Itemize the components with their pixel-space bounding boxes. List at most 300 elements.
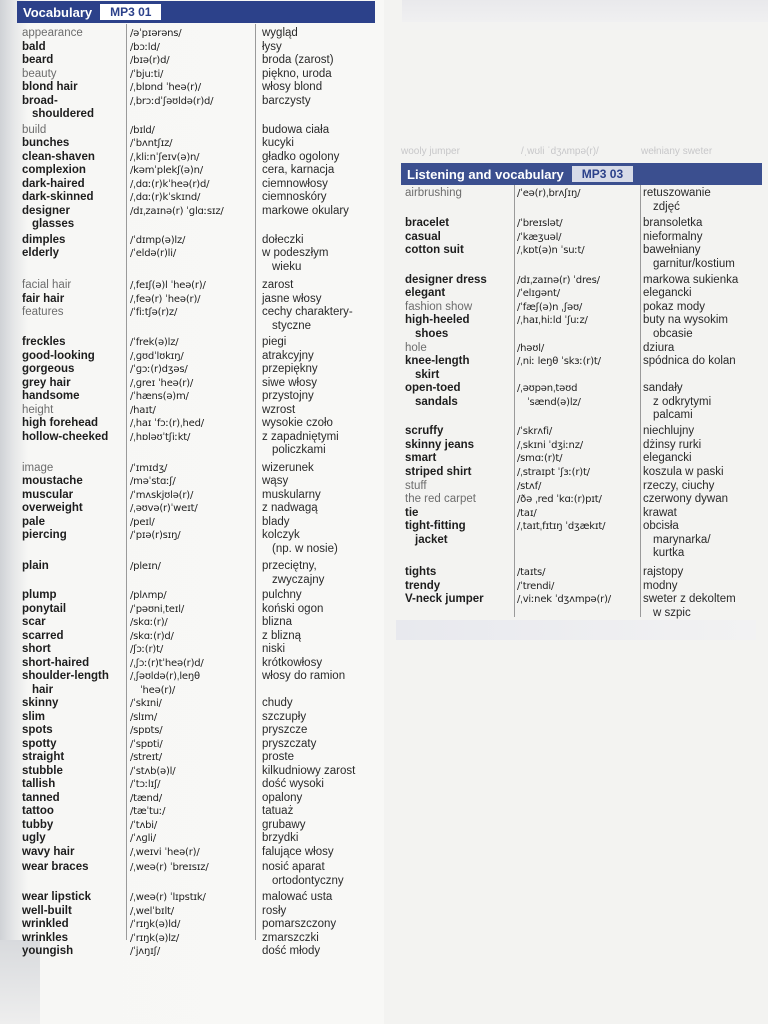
entry-pronunciation-line: /ˈtʌbi/ bbox=[130, 819, 158, 831]
entry-word-line: slim bbox=[22, 710, 46, 723]
entry-pronunciation bbox=[130, 670, 256, 697]
entry-translation-line: z odkrytymi bbox=[653, 395, 712, 408]
entry-translation-line: falujące włosy bbox=[262, 845, 334, 858]
entry-word-line: wavy hair bbox=[22, 845, 75, 858]
entry-word-line: overweight bbox=[22, 502, 83, 514]
entry-translation bbox=[643, 593, 765, 620]
entry-translation bbox=[262, 350, 380, 364]
entry-word-line: plump bbox=[22, 589, 57, 601]
entry-pronunciation bbox=[517, 566, 643, 580]
entry-translation bbox=[262, 891, 380, 905]
entry-word bbox=[22, 191, 130, 205]
entry-translation-line: nieformalny bbox=[643, 230, 703, 243]
entry-pronunciation bbox=[517, 507, 643, 521]
entry-translation bbox=[262, 805, 380, 819]
faded-next-header bbox=[396, 620, 756, 640]
entry-word-line: youngish bbox=[22, 945, 74, 957]
entry-word bbox=[405, 466, 517, 480]
entry-pronunciation-line: /ˈhæns(ə)m/ bbox=[130, 391, 189, 402]
entry-pronunciation-line: /haɪt/ bbox=[130, 404, 156, 416]
entry-translation bbox=[262, 95, 380, 109]
entry-translation bbox=[262, 377, 380, 391]
entry-pronunciation bbox=[517, 314, 643, 328]
entry-translation-line: wizerunek bbox=[262, 461, 314, 474]
entry-translation bbox=[262, 489, 380, 503]
entry-word bbox=[22, 861, 130, 875]
entry-word bbox=[22, 846, 130, 860]
entry-pronunciation bbox=[517, 493, 643, 507]
entry-pronunciation-line: /peɪl/ bbox=[130, 516, 155, 528]
entry-translation-line: niechlujny bbox=[643, 425, 695, 438]
entry-translation bbox=[262, 945, 380, 959]
entry-translation bbox=[262, 529, 380, 556]
entry-pronunciation bbox=[130, 792, 256, 806]
entry-word bbox=[405, 480, 517, 494]
entry-word bbox=[22, 336, 130, 350]
entry-word bbox=[22, 603, 130, 617]
entry-pronunciation bbox=[517, 274, 643, 288]
entry-pronunciation-line: /ˌtaɪtˌfɪtɪŋ ˈdʒækɪt/ bbox=[517, 521, 606, 533]
entry-word bbox=[22, 918, 130, 932]
entry-pronunciation bbox=[130, 191, 256, 205]
entry-word bbox=[22, 41, 130, 55]
entry-pronunciation-line: /ˈskrʌfi/ bbox=[517, 426, 553, 438]
entry-pronunciation-line: /dɪˌzaɪnə(r) ˈɡlɑːsɪz/ bbox=[130, 205, 224, 217]
entry-pronunciation-line: /taɪts/ bbox=[517, 567, 546, 579]
entry-word-line: fair hair bbox=[22, 292, 65, 305]
entry-word bbox=[22, 404, 130, 418]
entry-translation-line: budowa ciała bbox=[262, 123, 330, 136]
entry-translation bbox=[262, 711, 380, 725]
entry-pronunciation bbox=[130, 724, 256, 738]
entry-word-line: skinny bbox=[22, 697, 59, 709]
entry-pronunciation-line: /smɑː(r)t/ bbox=[517, 453, 563, 465]
entry-translation bbox=[262, 560, 380, 587]
entry-translation-line: przepiękny bbox=[262, 363, 318, 375]
entry-pronunciation-line: /tænd/ bbox=[130, 792, 162, 804]
entry-pronunciation bbox=[130, 603, 256, 617]
entry-word-line: stubble bbox=[22, 764, 63, 777]
entry-word bbox=[22, 475, 130, 489]
entry-word bbox=[405, 425, 517, 439]
entry-pronunciation-line: /ðə ˌred ˈkɑː(r)pɪt/ bbox=[517, 494, 602, 506]
entry-word bbox=[22, 697, 130, 711]
vocabulary-track-badge: MP3 01 bbox=[100, 4, 161, 20]
faded-top-area bbox=[402, 0, 768, 22]
entry-word bbox=[22, 589, 130, 603]
entry-translation-line: garnitur/kostium bbox=[653, 257, 735, 270]
entry-word-line: shoulder-length bbox=[22, 670, 109, 682]
entry-pronunciation bbox=[517, 382, 643, 409]
entry-pronunciation bbox=[517, 439, 643, 453]
entry-translation-line: dość wysoki bbox=[262, 778, 324, 790]
entry-translation-line: siwe włosy bbox=[262, 376, 317, 389]
entry-translation bbox=[643, 507, 765, 521]
entry-pronunciation-line: /ˈpəʊniˌteɪl/ bbox=[130, 603, 184, 615]
entry-pronunciation bbox=[130, 247, 256, 261]
entry-word bbox=[22, 205, 130, 232]
entry-pronunciation-line: /ˈbreɪslət/ bbox=[517, 218, 563, 230]
entry-pronunciation-line: /ˌɡʊdˈlʊkɪŋ/ bbox=[130, 350, 184, 362]
entry-pronunciation-line: /ˌəʊvə(r)ˈweɪt/ bbox=[130, 503, 198, 514]
entry-pronunciation-line: /ˌstraɪpt ˈʃɜː(r)t/ bbox=[517, 467, 590, 478]
entry-word-line: tubby bbox=[22, 818, 54, 831]
entry-pronunciation-line: /ˌhaɪ ˈfɔː(r)ˌhed/ bbox=[130, 418, 204, 429]
entry-word bbox=[22, 350, 130, 364]
entry-pronunciation-line: /ˈeldə(r)li/ bbox=[130, 248, 176, 259]
entry-translation-line: elegancki bbox=[643, 452, 692, 465]
entry-word bbox=[22, 279, 130, 293]
entry-translation-line: pokaz mody bbox=[643, 300, 706, 313]
entry-word-line: casual bbox=[405, 230, 441, 243]
entry-word-line: complexion bbox=[22, 164, 86, 176]
entry-pronunciation bbox=[130, 918, 256, 932]
entry-translation bbox=[643, 287, 765, 301]
entry-word bbox=[22, 489, 130, 503]
entry-word bbox=[405, 566, 517, 580]
entry-translation-line: kucyki bbox=[262, 137, 294, 149]
entry-translation bbox=[643, 231, 765, 245]
entry-pronunciation-line: /ˈbjuːti/ bbox=[130, 68, 164, 80]
entry-word bbox=[405, 244, 517, 258]
entry-pronunciation-line: /ˈpɪə(r)sɪŋ/ bbox=[130, 530, 181, 541]
entry-pronunciation-line: /ˌbrɔːdˈʃəʊldə(r)d/ bbox=[130, 95, 214, 107]
entry-translation-line: rajstopy bbox=[643, 566, 684, 579]
entry-translation-line: ortodontyczny bbox=[272, 874, 344, 887]
entry-pronunciation-line: /ˌhaɪˌhiːld ˈʃuːz/ bbox=[517, 315, 588, 327]
entry-word-line: image bbox=[22, 461, 54, 474]
entry-translation-line: cechy charaktery- bbox=[262, 306, 353, 318]
entry-word-line: wear braces bbox=[22, 861, 89, 873]
entry-word bbox=[405, 593, 517, 607]
entry-word bbox=[22, 502, 130, 516]
entry-word-line: tanned bbox=[22, 791, 60, 804]
entry-translation bbox=[262, 306, 380, 333]
entry-word-line: tallish bbox=[22, 778, 56, 790]
entry-translation-line: cera, karnacja bbox=[262, 164, 335, 176]
entry-word bbox=[22, 234, 130, 248]
entry-word-line: wrinkles bbox=[22, 931, 69, 944]
entry-pronunciation-line: /ˈstʌb(ə)l/ bbox=[130, 765, 176, 777]
entry-pronunciation-line: /ˈrɪŋk(ə)ld/ bbox=[130, 919, 181, 930]
entry-pronunciation-line: /ˌweɪvi ˈheə(r)/ bbox=[130, 846, 200, 858]
entry-pronunciation-line: /ˈmʌskjʊlə(r)/ bbox=[130, 489, 194, 501]
entry-pronunciation-line: /ˌweə(r) ˈlɪpstɪk/ bbox=[130, 892, 206, 903]
entry-pronunciation-line: /ˌəʊpənˌtəʊd bbox=[517, 383, 578, 395]
entry-word-line: shouldered bbox=[32, 108, 94, 120]
entry-translation-line: obcisła bbox=[643, 520, 679, 533]
entry-word-line: gorgeous bbox=[22, 363, 75, 375]
entry-translation-line: grubawy bbox=[262, 818, 306, 831]
entry-translation bbox=[262, 164, 380, 178]
entry-word-line: appearance bbox=[22, 27, 83, 39]
entry-translation-line: kilkudniowy zarost bbox=[262, 764, 356, 777]
entry-word bbox=[22, 516, 130, 530]
entry-word bbox=[405, 231, 517, 245]
entry-pronunciation-line: /ˌɡreɪ ˈheə(r)/ bbox=[130, 377, 194, 389]
entry-translation bbox=[262, 431, 380, 458]
entry-translation-line: modny bbox=[643, 579, 678, 592]
entry-word-line: elegant bbox=[405, 287, 446, 300]
entry-pronunciation bbox=[130, 589, 256, 603]
entry-word bbox=[405, 355, 517, 382]
entry-translation-line: palcami bbox=[653, 409, 693, 422]
entry-translation-line: ciemnowłosy bbox=[262, 177, 328, 190]
entry-word-line: wear lipstick bbox=[22, 891, 92, 903]
entry-pronunciation bbox=[130, 778, 256, 792]
entry-word-line: blond hair bbox=[22, 81, 78, 93]
entry-translation bbox=[262, 404, 380, 418]
entry-translation-line: brzydki bbox=[262, 832, 299, 844]
entry-word bbox=[405, 439, 517, 453]
entry-pronunciation bbox=[130, 560, 256, 574]
entry-pronunciation-line: /həʊl/ bbox=[517, 342, 544, 354]
entry-pronunciation-line: /ˌʃəʊldə(r)ˌleŋθ bbox=[130, 671, 200, 682]
entry-pronunciation bbox=[130, 711, 256, 725]
entry-translation-line: krawat bbox=[643, 506, 677, 519]
entry-word bbox=[22, 137, 130, 151]
entry-translation bbox=[643, 314, 765, 341]
faint-translation: wełniany sweter bbox=[641, 146, 713, 157]
entry-translation bbox=[262, 657, 380, 671]
entry-pronunciation-line: /ʃɔː(r)t/ bbox=[130, 644, 163, 655]
entry-pronunciation bbox=[130, 137, 256, 151]
entry-pronunciation bbox=[130, 697, 256, 711]
entry-pronunciation-line: /tæˈtuː/ bbox=[130, 806, 166, 817]
entry-pronunciation bbox=[517, 452, 643, 466]
entry-word-line: hollow-cheeked bbox=[22, 430, 109, 443]
entry-word bbox=[22, 891, 130, 905]
entry-translation bbox=[643, 425, 765, 439]
entry-word-line: jacket bbox=[415, 533, 448, 546]
entry-word bbox=[22, 932, 130, 946]
entry-translation-line: dziura bbox=[643, 341, 675, 354]
entry-pronunciation bbox=[130, 832, 256, 846]
entry-pronunciation-line: /ˈtrendi/ bbox=[517, 580, 555, 592]
entry-translation-line: z nadwagą bbox=[262, 502, 318, 514]
entry-word-line: beard bbox=[22, 54, 54, 66]
entry-translation-line: tatuaż bbox=[262, 805, 294, 817]
entry-translation bbox=[262, 205, 380, 219]
entry-translation-line: markowe okulary bbox=[262, 204, 349, 217]
entry-translation bbox=[262, 336, 380, 350]
entry-translation bbox=[262, 616, 380, 630]
entry-word-line: build bbox=[22, 123, 47, 136]
entry-pronunciation-line: /ˈʌɡli/ bbox=[130, 833, 156, 844]
entry-pronunciation bbox=[130, 178, 256, 192]
entry-pronunciation-line: /məˈstɑːʃ/ bbox=[130, 476, 176, 487]
entry-translation bbox=[262, 819, 380, 833]
entry-word-line: the red carpet bbox=[405, 493, 476, 506]
entry-translation bbox=[262, 918, 380, 932]
entry-word-line: open-toed bbox=[405, 382, 461, 395]
entry-pronunciation bbox=[517, 217, 643, 231]
entry-word bbox=[22, 164, 130, 178]
entry-word-line: sandals bbox=[415, 395, 458, 408]
faint-ipa: /ˌwʊli ˈdʒʌmpə(r)/ bbox=[521, 146, 599, 157]
entry-word-line: pale bbox=[22, 515, 46, 528]
entry-translation bbox=[643, 382, 765, 423]
entry-word bbox=[405, 274, 517, 288]
entry-word-line: tight-fitting bbox=[405, 520, 466, 533]
entry-pronunciation-line: /ˈfæʃ(ə)n ˌʃəʊ/ bbox=[517, 301, 583, 313]
entry-word bbox=[22, 905, 130, 919]
entry-word bbox=[22, 151, 130, 165]
entry-pronunciation-line: ˈheə(r)/ bbox=[140, 684, 176, 696]
entry-word bbox=[22, 529, 130, 543]
entry-translation-line: muskularny bbox=[262, 488, 321, 501]
entry-pronunciation bbox=[130, 363, 256, 377]
entry-word-line: straight bbox=[22, 751, 65, 763]
entry-translation-line: buty na wysokim bbox=[643, 314, 729, 327]
entry-pronunciation bbox=[130, 738, 256, 752]
entry-pronunciation bbox=[517, 287, 643, 301]
entry-pronunciation bbox=[130, 68, 256, 82]
entry-word bbox=[22, 377, 130, 391]
entry-pronunciation bbox=[130, 54, 256, 68]
entry-word bbox=[22, 670, 130, 697]
entry-pronunciation bbox=[130, 151, 256, 165]
entry-translation-line: przystojny bbox=[262, 390, 314, 402]
entry-translation-line: dołeczki bbox=[262, 233, 304, 246]
entry-pronunciation bbox=[517, 425, 643, 439]
entry-word bbox=[405, 314, 517, 341]
entry-translation-line: elegancki bbox=[643, 287, 692, 300]
entry-pronunciation-line: /ˌkliːnˈʃeɪv(ə)n/ bbox=[130, 151, 200, 163]
entry-pronunciation bbox=[130, 891, 256, 905]
entry-translation bbox=[643, 301, 765, 315]
entry-translation bbox=[262, 234, 380, 248]
entry-word bbox=[22, 630, 130, 644]
entry-word bbox=[405, 287, 517, 301]
entry-pronunciation-line: /ˌhɒləʊˈtʃiːkt/ bbox=[130, 431, 191, 443]
entry-translation-line: (np. w nosie) bbox=[272, 542, 338, 555]
entry-translation bbox=[643, 355, 765, 369]
entry-word bbox=[22, 765, 130, 779]
entry-translation bbox=[643, 493, 765, 507]
entry-pronunciation bbox=[130, 819, 256, 833]
entry-translation-line: sandały bbox=[643, 382, 683, 395]
entry-pronunciation-line: /ˈtɔːlɪʃ/ bbox=[130, 779, 161, 790]
entry-translation bbox=[262, 697, 380, 711]
entry-translation-line: bransoletka bbox=[643, 217, 703, 230]
entry-pronunciation bbox=[130, 475, 256, 489]
entry-word-line: elderly bbox=[22, 247, 60, 259]
entry-pronunciation-line: /ˈɪmɪdʒ/ bbox=[130, 462, 168, 474]
entry-pronunciation-line: /bɪld/ bbox=[130, 124, 155, 136]
entry-translation-line: niski bbox=[262, 643, 286, 655]
entry-word bbox=[22, 819, 130, 833]
entry-pronunciation bbox=[130, 905, 256, 919]
entry-pronunciation bbox=[130, 643, 256, 657]
entry-word-line: tights bbox=[405, 566, 437, 579]
entry-pronunciation-line: /ˌweə(r) ˈbreɪsɪz/ bbox=[130, 862, 209, 873]
entry-pronunciation bbox=[130, 805, 256, 819]
entry-pronunciation-line: /ˈfrek(ə)lz/ bbox=[130, 337, 179, 348]
entry-word-line: height bbox=[22, 403, 54, 416]
entry-translation-line: piękno, uroda bbox=[262, 67, 332, 80]
entry-pronunciation bbox=[517, 342, 643, 356]
entry-translation-line: markowa sukienka bbox=[643, 273, 739, 286]
entry-word-line: spots bbox=[22, 724, 53, 736]
entry-pronunciation-line: /ˌviːnek ˈdʒʌmpə(r)/ bbox=[517, 594, 611, 606]
entry-translation-line: gładko ogolony bbox=[262, 150, 340, 163]
entry-translation-line: w podeszłym bbox=[262, 247, 329, 259]
entry-pronunciation bbox=[517, 301, 643, 315]
entry-pronunciation-line: /ˈrɪŋk(ə)lz/ bbox=[130, 932, 180, 944]
entry-word-line: skirt bbox=[415, 368, 440, 381]
entry-pronunciation bbox=[130, 861, 256, 875]
entry-pronunciation bbox=[130, 124, 256, 138]
entry-pronunciation bbox=[130, 616, 256, 630]
entry-pronunciation-line: /ˌʃɔː(r)tˈheə(r)d/ bbox=[130, 657, 204, 669]
entry-pronunciation-line: /bɪə(r)d/ bbox=[130, 55, 170, 66]
entry-word-line: stuff bbox=[405, 479, 427, 492]
entry-translation bbox=[643, 580, 765, 594]
entry-word bbox=[22, 124, 130, 138]
entry-word-line: fashion show bbox=[405, 300, 473, 313]
entry-pronunciation bbox=[517, 355, 643, 369]
entry-pronunciation bbox=[130, 489, 256, 503]
entry-translation-line: barczysty bbox=[262, 94, 311, 107]
entry-pronunciation bbox=[130, 932, 256, 946]
entry-word-line: short bbox=[22, 643, 51, 655]
entry-translation bbox=[643, 480, 765, 494]
entry-translation-line: proste bbox=[262, 751, 294, 763]
entry-translation-line: retuszowanie bbox=[643, 187, 711, 199]
entry-translation-line: kurtka bbox=[653, 547, 685, 560]
entry-word-line: high forehead bbox=[22, 417, 99, 429]
entry-translation bbox=[262, 293, 380, 307]
entry-word-line: beauty bbox=[22, 67, 57, 80]
entry-translation-line: styczne bbox=[272, 319, 311, 332]
entry-translation bbox=[262, 124, 380, 138]
vocabulary-header bbox=[17, 1, 375, 23]
entry-word bbox=[22, 178, 130, 192]
entry-translation-line: z blizną bbox=[262, 629, 301, 642]
entry-translation-line: sweter z dekoltem bbox=[643, 593, 736, 606]
entry-pronunciation-line: /dɪˌzaɪnə(r) ˈdres/ bbox=[517, 274, 600, 286]
entry-translation-line: pryszczaty bbox=[262, 737, 317, 750]
entry-word bbox=[405, 301, 517, 315]
entry-translation bbox=[262, 832, 380, 846]
entry-word-line: tattoo bbox=[22, 805, 54, 817]
entry-translation-line: koszula w paski bbox=[643, 466, 724, 478]
entry-pronunciation bbox=[130, 516, 256, 530]
entry-word bbox=[22, 68, 130, 82]
entry-translation-line: atrakcyjny bbox=[262, 349, 314, 362]
entry-translation-line: pomarszczony bbox=[262, 918, 337, 930]
entry-pronunciation-line: /slɪm/ bbox=[130, 711, 157, 723]
entry-translation-line: nosić aparat bbox=[262, 861, 325, 873]
entry-translation-line: wieku bbox=[272, 260, 302, 273]
entry-translation-line: chudy bbox=[262, 697, 293, 709]
entry-translation-line: kolczyk bbox=[262, 529, 300, 541]
entry-word-line: designer dress bbox=[405, 273, 487, 286]
entry-word-line: shoes bbox=[415, 327, 449, 340]
entry-translation-line: włosy blond bbox=[262, 81, 323, 93]
entry-translation bbox=[643, 566, 765, 580]
entry-pronunciation-line: /ˌskɪni ˈdʒiːnz/ bbox=[517, 439, 583, 451]
entry-word-line: designer bbox=[22, 204, 70, 217]
entry-word bbox=[22, 27, 130, 41]
entry-pronunciation bbox=[130, 431, 256, 445]
entry-word bbox=[22, 247, 130, 261]
entry-word bbox=[405, 342, 517, 356]
entry-word-line: plain bbox=[22, 560, 49, 572]
entry-word bbox=[22, 363, 130, 377]
entry-translation bbox=[643, 520, 765, 561]
